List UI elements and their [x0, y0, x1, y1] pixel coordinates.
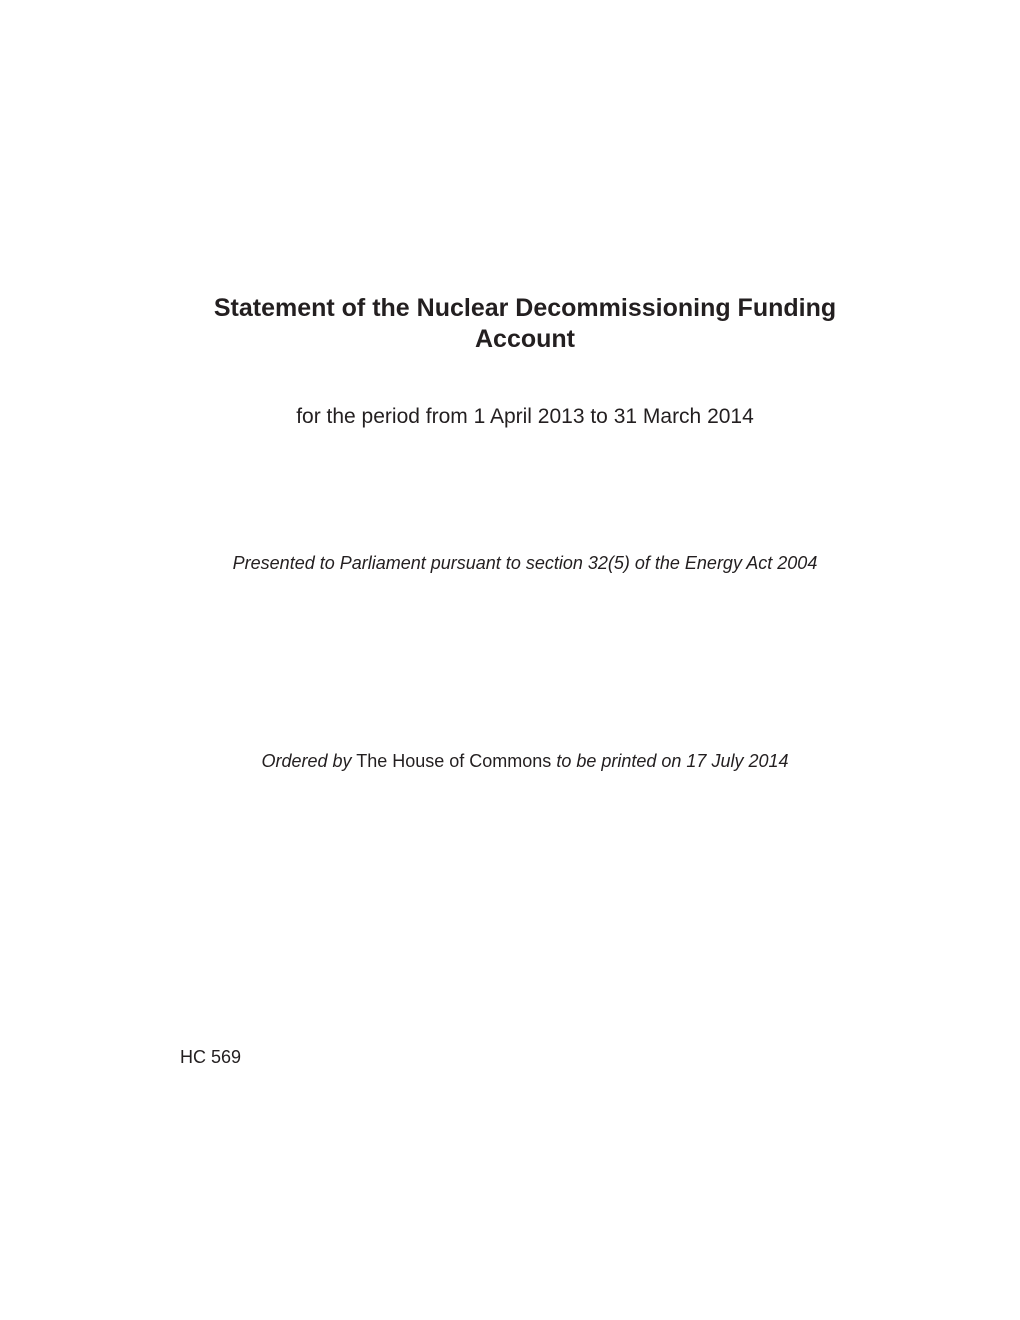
title-line-1: Statement of the Nuclear Decommissioning Funding: [213, 294, 837, 322]
ordered-prefix: Ordered by: [261, 751, 352, 771]
paper-number: HC 569: [180, 1047, 242, 1067]
ordered-statement: [0, 751, 1020, 772]
ordered-suffix: to be printed on 17 July 2014: [556, 751, 789, 771]
period-subtitle: for the period from 1 April 2013 to 31 March 2014: [296, 405, 754, 428]
title-line-2: Account: [475, 325, 575, 353]
presented-statement: Presented to Parliament pursuant to section 32(5) of the Energy Act 2004: [232, 553, 818, 573]
document-title: [0, 293, 1020, 355]
ordered-body: The House of Commons: [356, 751, 552, 771]
